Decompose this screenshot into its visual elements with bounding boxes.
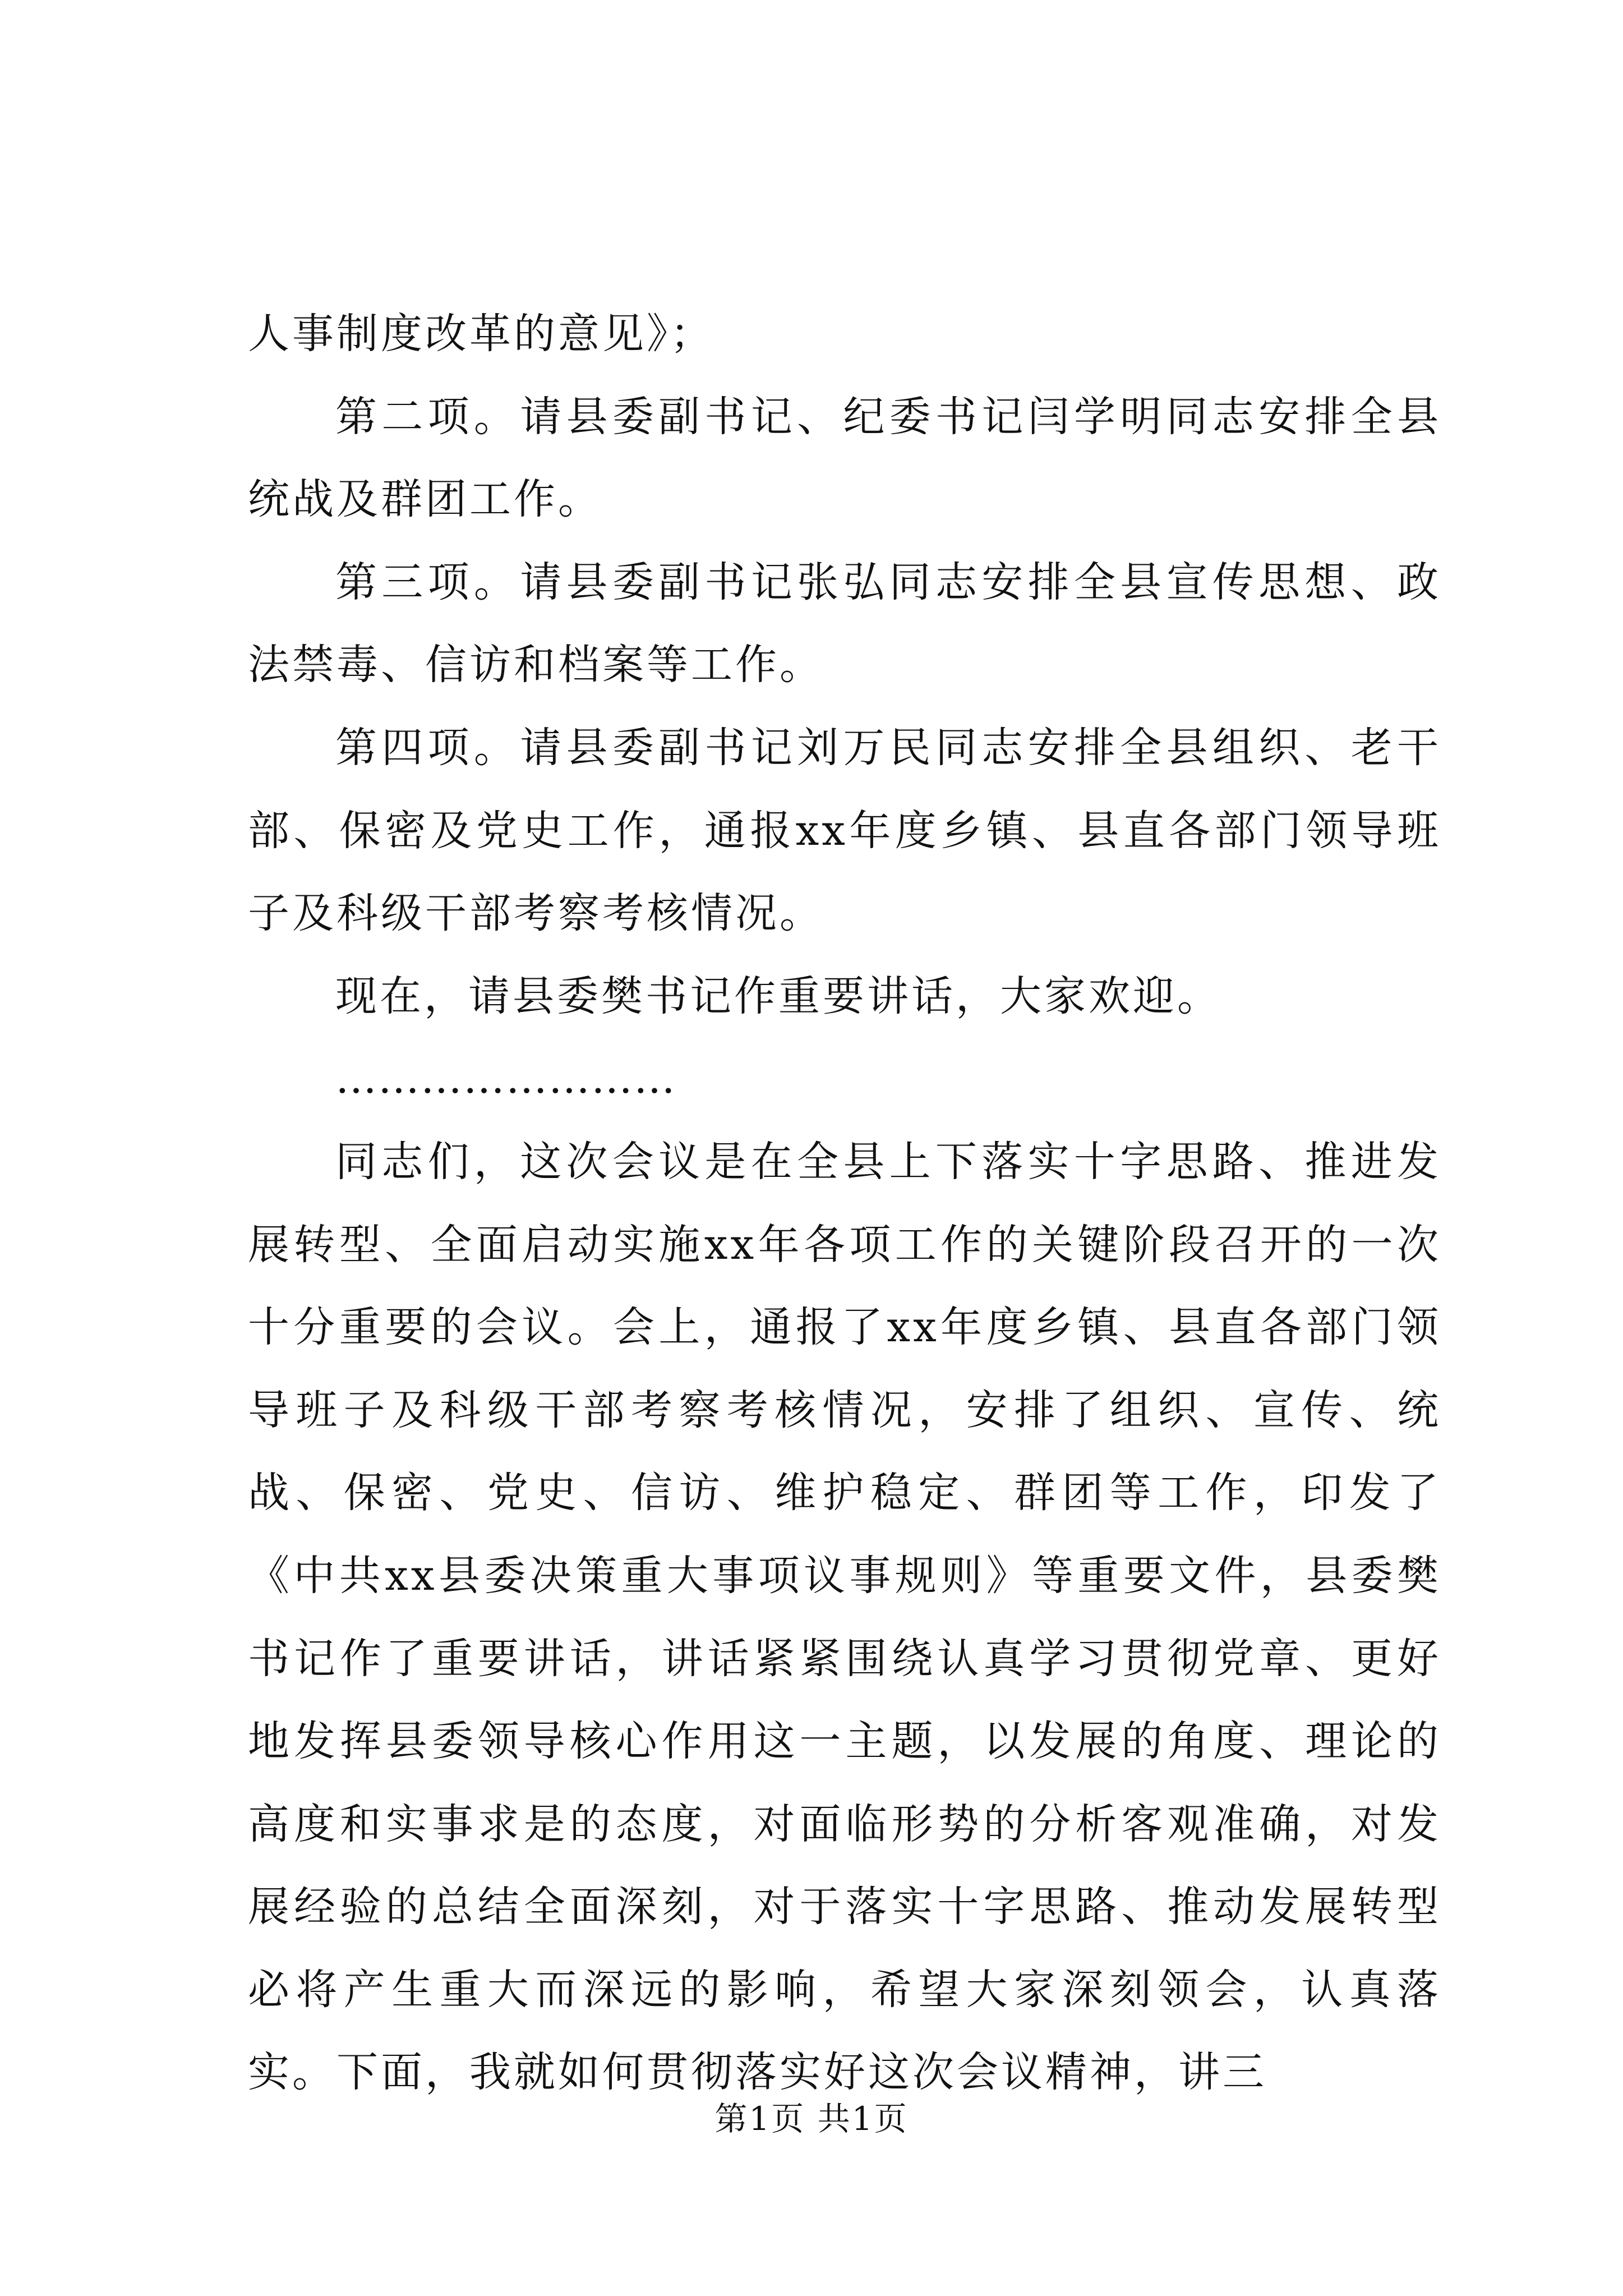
paragraph-item-4: 第四项。请县委副书记刘万民同志安排全县组织、老干部、保密及党史工作，通报xx年度乡镇、县直各部门领导班子及科级干部考察考核情况。 xyxy=(248,723,1441,938)
paragraph-continuation: 人事制度改革的意见》； xyxy=(248,310,714,358)
document-body xyxy=(248,293,1441,2114)
paragraph-item-3: 第三项。请县委副书记张弘同志安排全县宣传思想、政法禁毒、信访和档案等工作。 xyxy=(248,558,1441,689)
paragraph-item-2: 第二项。请县委副书记、纪委书记闫学明同志安排全县统战及群团工作。 xyxy=(248,392,1441,524)
ellipsis-separator: …………………… xyxy=(335,1055,676,1103)
paragraph-speech: 同志们，这次会议是在全县上下落实十字思路、推进发展转型、全面启动实施xx年各项工作的关键阶段召开的一次十分重要的会议。会上，通报了xx年度乡镇、县直各部门领导班子及科级干部考察考核情况，安排了组织、宣传、统战、保密、党史、信访、维护稳定、群团等工作，印发了《中共xx县委决策重大事项议事规则》等重要文件，县委樊书记作了重要讲话，讲话紧紧围绕认真学习贯彻党章、更好地发挥县委领导核心作用这一主题，以发展的角度、理论的高度和实事求是的态度，对面临形势的分析客观准确，对发展经验的总结全面深刻，对于落实十字思路、推动发展转型必将产生重大而深远的影响，希望大家深刻领会，认真落实。下面，我就如何贯彻落实好这次会议精神，讲三 xyxy=(248,1137,1441,2097)
paragraph-invitation: 现在，请县委樊书记作重要讲话，大家欢迎。 xyxy=(335,972,1221,1020)
page-footer: 第1页 共1页 xyxy=(714,2100,909,2138)
